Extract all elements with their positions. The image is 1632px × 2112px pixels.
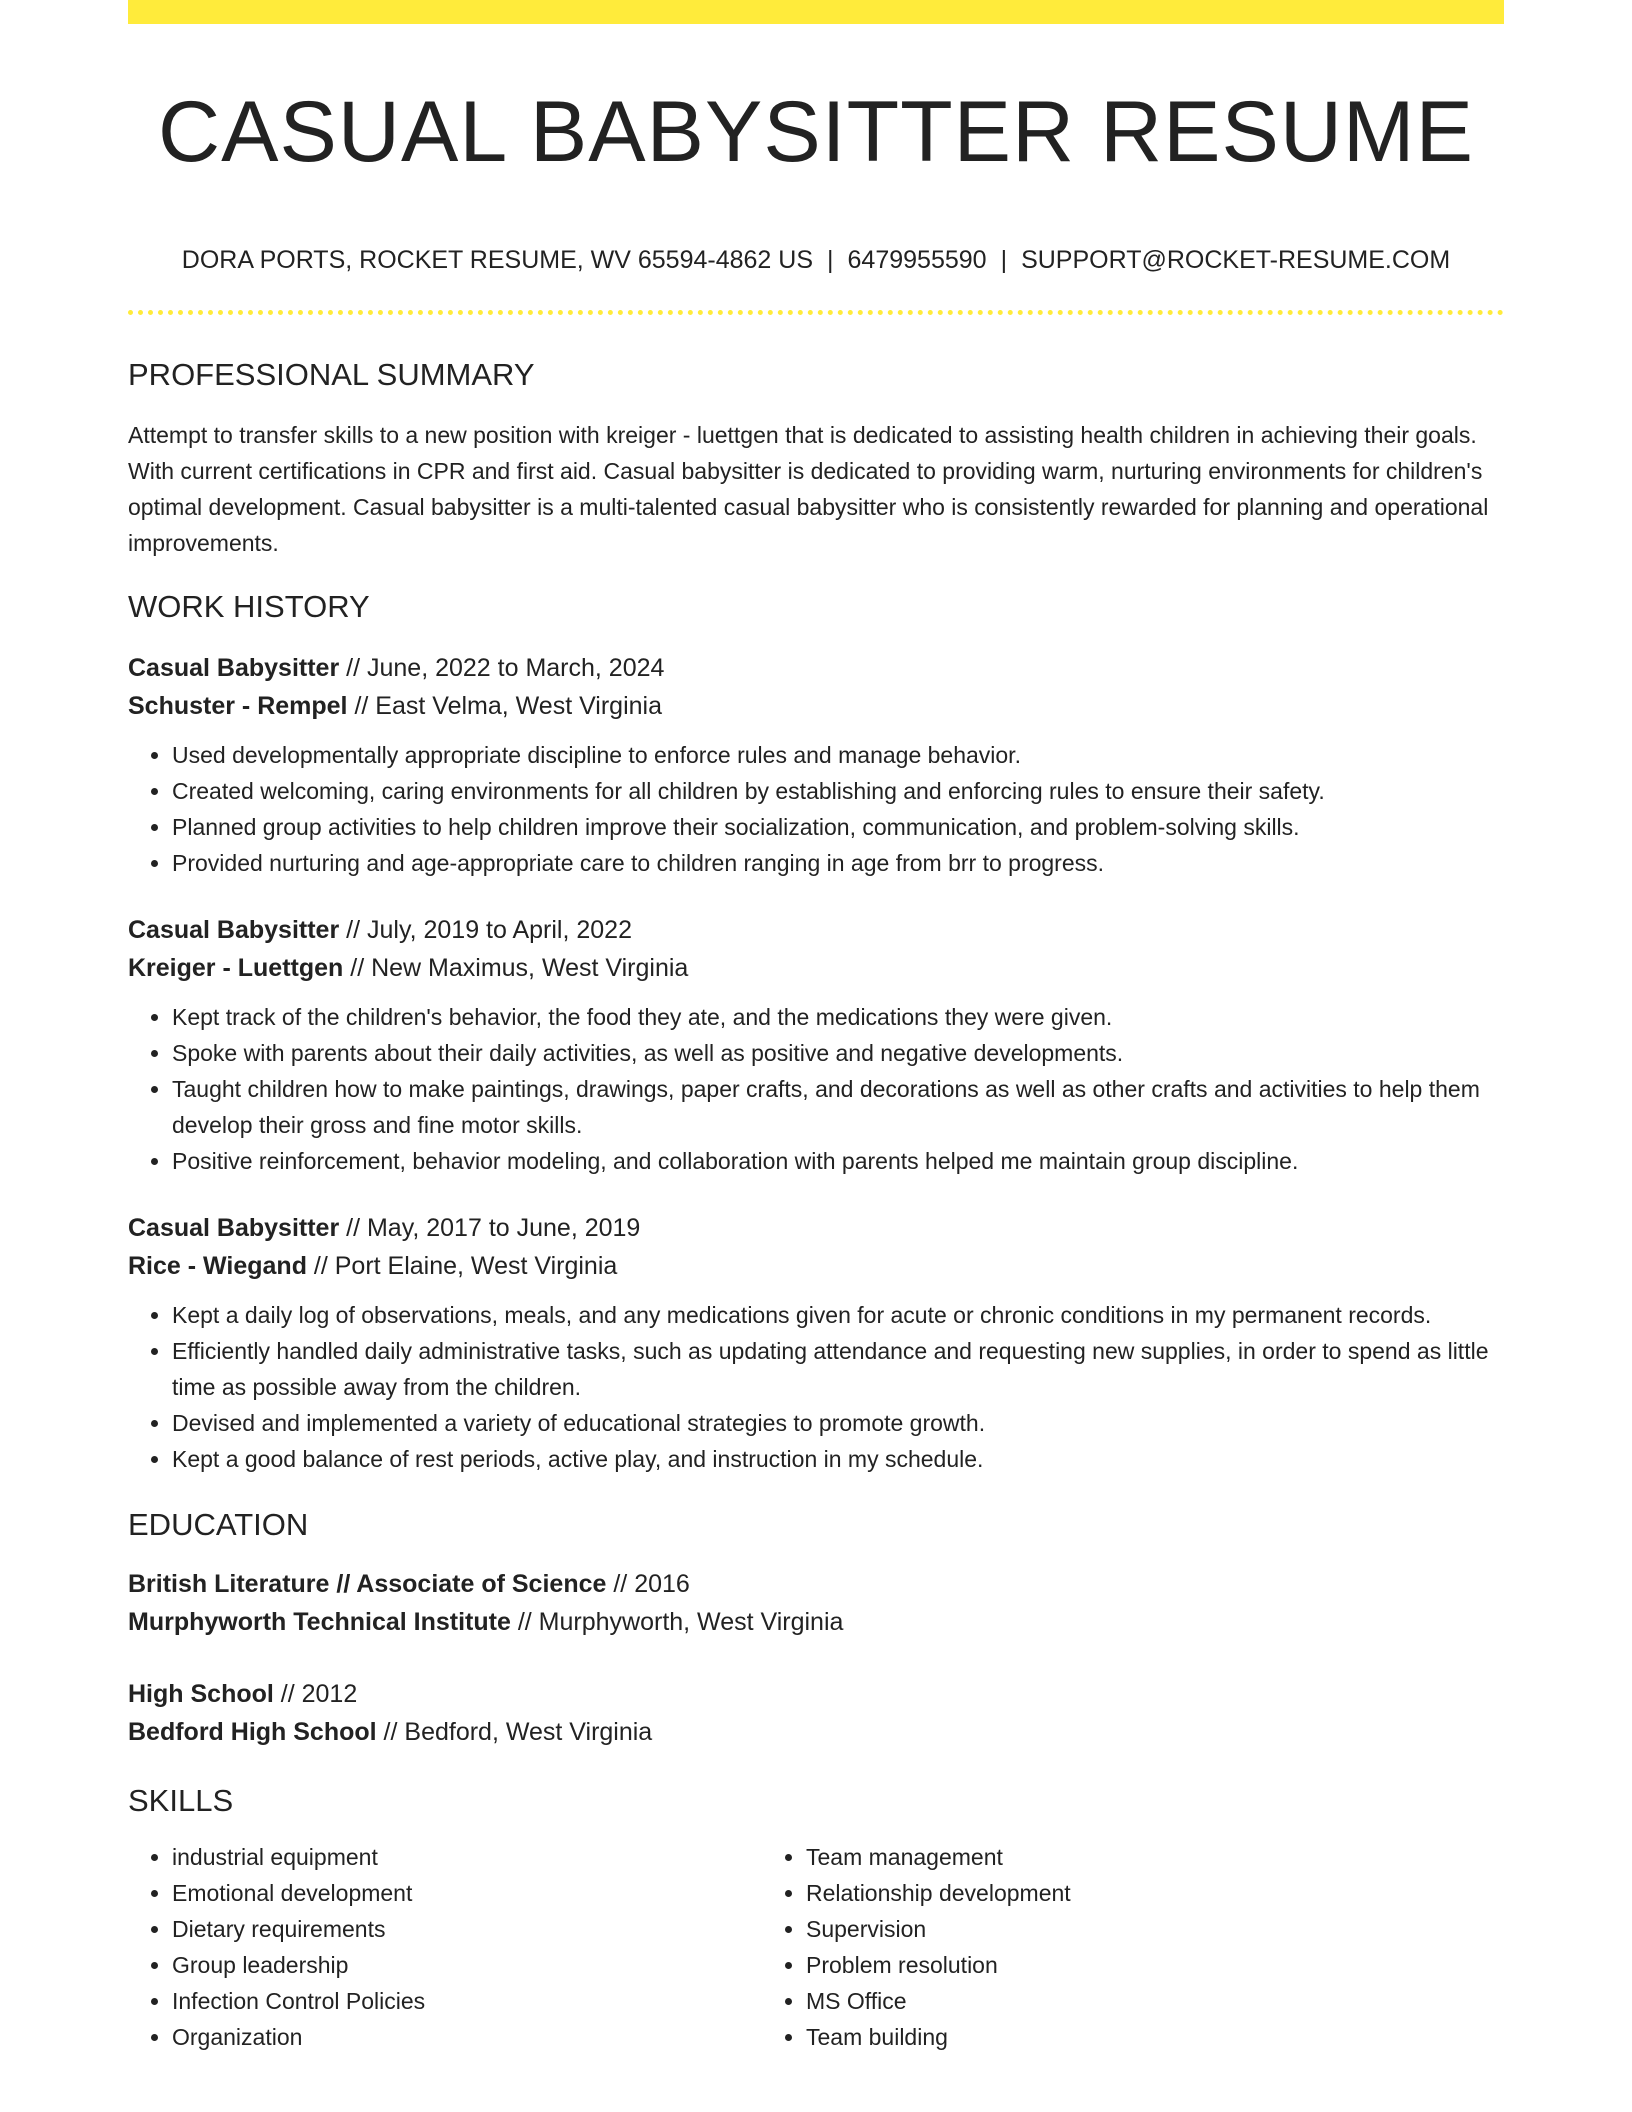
skill-item: • Team management xyxy=(806,1839,1396,1875)
skill-item: • Emotional development xyxy=(172,1875,762,1911)
job-bullet: • Kept a daily log of observations, meals, and any medications given for acute or chronic conditions in my permanent records. xyxy=(172,1297,1504,1333)
education-location: // Bedford, West Virginia xyxy=(376,1718,653,1746)
education-degree-line xyxy=(128,1675,1504,1713)
skill-item: • Team building xyxy=(806,2019,1396,2055)
resume-page xyxy=(128,0,1504,2055)
job-bullet: • Used developmentally appropriate discipline to enforce rules and manage behavior. xyxy=(172,737,1504,773)
job-company-line xyxy=(128,949,1504,987)
resume-title: CASUAL BABYSITTER RESUME xyxy=(158,84,1474,180)
job-bullet: • Spoke with parents about their daily activities, as well as positive and negative developments. xyxy=(172,1035,1504,1071)
contact-address: DORA PORTS, ROCKET RESUME, WV 65594-4862 US xyxy=(181,246,814,274)
education-heading: EDUCATION xyxy=(128,1507,309,1542)
job-bullet: • Kept a good balance of rest periods, active play, and instruction in my schedule. xyxy=(172,1441,1504,1477)
job-dates: // May, 2017 to June, 2019 xyxy=(339,1214,641,1242)
job-bullet: • Planned group activities to help children improve their socialization, communication, and problem-solving skills. xyxy=(172,809,1504,845)
job-dates: // June, 2022 to March, 2024 xyxy=(339,654,665,682)
job-title: Casual Babysitter xyxy=(128,654,340,682)
skills-heading: SKILLS xyxy=(128,1783,234,1818)
education-year: // 2012 xyxy=(273,1680,358,1708)
job-title-line xyxy=(128,911,1504,949)
skill-item: • Supervision xyxy=(806,1911,1396,1947)
job-title: Casual Babysitter xyxy=(128,1214,340,1242)
education-degree-line xyxy=(128,1565,1504,1603)
job-location: // Port Elaine, West Virginia xyxy=(306,1252,618,1280)
job-bullet: • Kept track of the children's behavior, the food they ate, and the medications they were given. xyxy=(172,999,1504,1035)
job-company-line xyxy=(128,687,1504,725)
education-school-line xyxy=(128,1603,1504,1641)
education-year: // 2016 xyxy=(606,1570,690,1598)
job-bullet: • Provided nurturing and age-appropriate care to children ranging in age from brr to progress. xyxy=(172,845,1504,881)
summary-heading: PROFESSIONAL SUMMARY xyxy=(128,357,535,392)
skill-item: • Group leadership xyxy=(172,1947,762,1983)
skill-item: • Relationship development xyxy=(806,1875,1396,1911)
job-bullet: • Created welcoming, caring environments for all children by establishing and enforcing rules to ensure their safety. xyxy=(172,773,1504,809)
summary-text: Attempt to transfer skills to a new position with kreiger - luettgen that is dedicated to assisting health children in achieving their goals. With current certifications in CPR and first aid. Casual babysitter is dedicated to providing warm, nurturing environments for children's optimal development. Casual babysitter is a multi-talented casual babysitter who is consistently rewarded for planning and operational improvements. xyxy=(128,422,1489,556)
job-company: Kreiger - Luettgen xyxy=(128,954,344,982)
skill-item: • Infection Control Policies xyxy=(172,1983,762,2019)
education-degree: British Literature // Associate of Science xyxy=(128,1570,607,1598)
job-entry xyxy=(128,649,1504,881)
skill-item: • MS Office xyxy=(806,1983,1396,2019)
job-title-line xyxy=(128,649,1504,687)
job-company-line xyxy=(128,1247,1504,1285)
skill-item: • Organization xyxy=(172,2019,762,2055)
job-title: Casual Babysitter xyxy=(128,916,340,944)
job-bullets xyxy=(128,999,1504,1179)
accent-bar xyxy=(128,0,1504,24)
contact-separator: | xyxy=(1000,246,1008,274)
education-degree: High School xyxy=(128,1680,274,1708)
job-title-line xyxy=(128,1209,1504,1247)
job-entry xyxy=(128,911,1504,1179)
work-history-heading: WORK HISTORY xyxy=(128,589,370,624)
job-bullets xyxy=(128,1297,1504,1477)
skills-right-list xyxy=(762,1839,1396,2055)
job-location: // East Velma, West Virginia xyxy=(347,692,663,720)
education-school-line xyxy=(128,1713,1504,1751)
job-company: Schuster - Rempel xyxy=(128,692,348,720)
contact-separator: | xyxy=(827,246,834,274)
education-location: // Murphyworth, West Virginia xyxy=(510,1608,844,1636)
job-bullet: • Taught children how to make paintings, drawings, paper crafts, and decorations as well as other crafts and activities to help them develop their gross and fine motor skills. xyxy=(172,1071,1504,1143)
contact-phone: 6479955590 xyxy=(847,246,987,274)
education-school: Murphyworth Technical Institute xyxy=(128,1608,511,1636)
contact-line xyxy=(128,244,1504,276)
skills-columns xyxy=(128,1839,1504,2055)
education-entry xyxy=(128,1675,1504,1751)
job-bullet: • Efficiently handled daily administrative tasks, such as updating attendance and requesting new supplies, in order to spend as little time as possible away from the children. xyxy=(172,1333,1504,1405)
skills-left-list xyxy=(128,1839,762,2055)
job-company: Rice - Wiegand xyxy=(128,1252,307,1280)
skill-item: • Problem resolution xyxy=(806,1947,1396,1983)
job-location: // New Maximus, West Virginia xyxy=(343,954,689,982)
job-bullet: • Devised and implemented a variety of educational strategies to promote growth. xyxy=(172,1405,1504,1441)
dotted-divider xyxy=(128,310,1504,315)
education-school: Bedford High School xyxy=(128,1718,377,1746)
skill-item: • Dietary requirements xyxy=(172,1911,762,1947)
education-entry xyxy=(128,1565,1504,1641)
job-bullet: • Positive reinforcement, behavior modeling, and collaboration with parents helped me maintain group discipline. xyxy=(172,1143,1504,1179)
job-bullets xyxy=(128,737,1504,881)
job-dates: // July, 2019 to April, 2022 xyxy=(339,916,632,944)
contact-email: SUPPORT@ROCKET-RESUME.COM xyxy=(1021,246,1451,274)
skill-item: • industrial equipment xyxy=(172,1839,762,1875)
job-entry xyxy=(128,1209,1504,1477)
